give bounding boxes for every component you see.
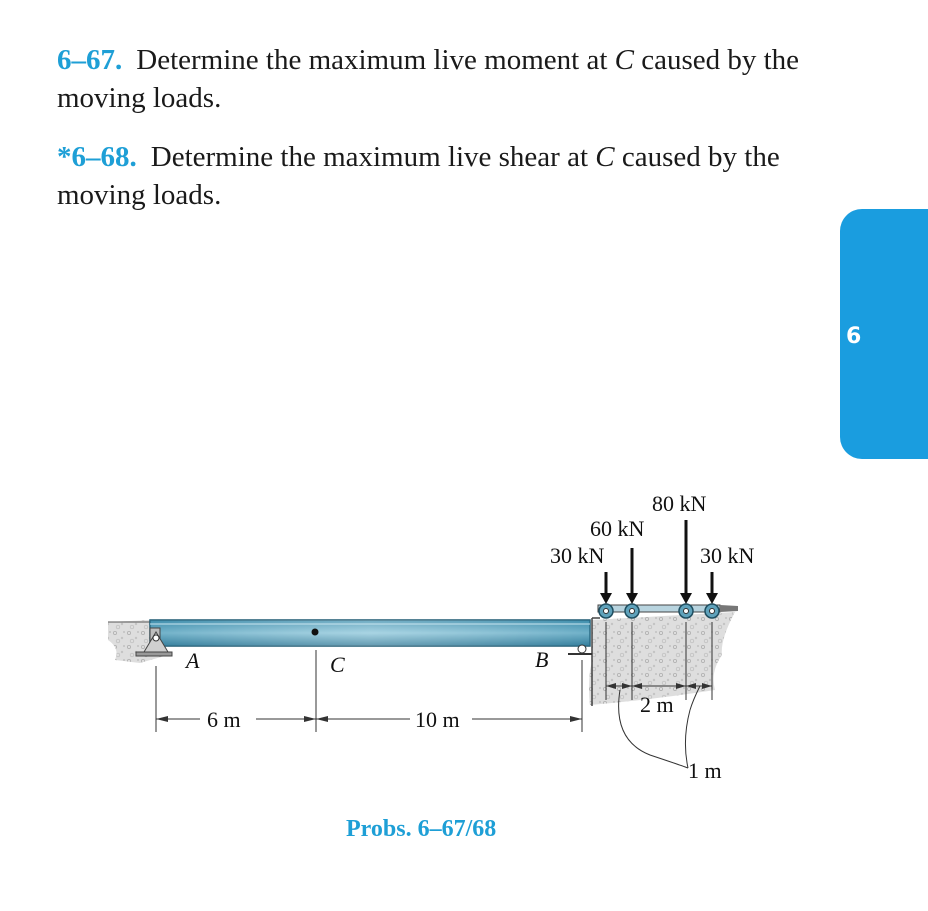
load-arrow-60kn bbox=[626, 548, 638, 604]
point-b-label: B bbox=[535, 647, 549, 672]
problem-number: *6–68. bbox=[57, 141, 137, 173]
problem-text: Determine the maximum live shear at bbox=[150, 141, 596, 173]
dim-wheel-spacing-label: 1 m bbox=[688, 758, 722, 783]
problem-text: Determine the maximum live moment at bbox=[136, 44, 615, 76]
point-c-ref: C bbox=[595, 141, 615, 173]
load-label-30kn-right: 30 kN bbox=[700, 543, 755, 568]
point-c-ref: C bbox=[614, 44, 634, 76]
load-label-80kn: 80 kN bbox=[652, 491, 707, 516]
load-arrow-80kn bbox=[680, 520, 692, 604]
dim-ac-label: 6 m bbox=[207, 707, 241, 732]
dim-cb-label: 10 m bbox=[415, 707, 460, 732]
load-arrow-30kn-left bbox=[600, 572, 612, 604]
chapter-number: 6 bbox=[846, 324, 862, 349]
load-arrow-30kn-right bbox=[706, 572, 718, 604]
problem-number: 6–67. bbox=[57, 44, 123, 76]
point-c-marker bbox=[312, 629, 319, 636]
point-c-label: C bbox=[330, 652, 345, 677]
problem-text-end: caused by the moving loads. bbox=[57, 44, 800, 114]
load-label-30kn-left: 30 kN bbox=[550, 543, 605, 568]
problem-text-end: caused by the moving loads. bbox=[57, 141, 780, 211]
figure-caption: Probs. 6–67/68 bbox=[346, 816, 497, 842]
point-a-label: A bbox=[186, 648, 200, 673]
dim-wheel-gap-label: 2 m bbox=[640, 692, 674, 717]
load-label-60kn: 60 kN bbox=[590, 516, 645, 541]
